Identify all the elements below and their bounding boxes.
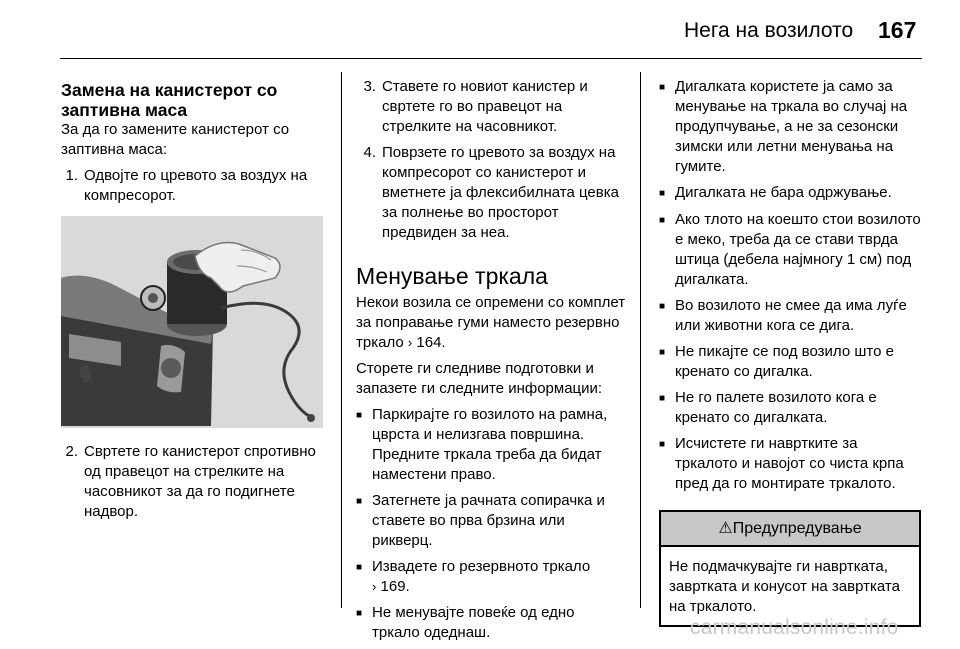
step-number: 1. [65, 167, 78, 184]
list-item-text: Не пикајте се под возило што е кренато со дигалка. [675, 343, 894, 380]
step-text: Поврзете го цревото за воздух на компресорот со канистерот и вметнете ја флексибилната цевка за полнење во просторот предвиден за неа. [382, 144, 619, 241]
step-item [356, 143, 626, 243]
step-text: Ставете го новиот канистер и свртете го во правецот на стрелките на часовникот. [382, 78, 588, 135]
list-item [659, 296, 924, 336]
page-reference-icon: › [407, 335, 413, 350]
bullet-icon: ■ [659, 215, 666, 226]
bullet-icon: ■ [356, 496, 363, 507]
step-item [356, 77, 626, 137]
list-item-text: Ако тлото на коешто стои возилото е меко, треба да се стави тврда штица (дебела најмногу 1 см) под дигалката. [675, 211, 921, 288]
compressor-canister-illustration [61, 216, 323, 428]
paragraph-text: Некои возила се опремени со комплет за поправање гуми наместо резервно тркало [356, 294, 626, 351]
list-item [356, 603, 626, 643]
warning-icon: ⚠ [718, 520, 733, 537]
column-1 [61, 77, 329, 528]
warning-text: Не подмачкувајте ги навртката, завртката и конусот на завртката на тркалото. [669, 558, 900, 615]
bullet-icon: ■ [356, 608, 363, 619]
page-reference-icon: › [372, 579, 377, 594]
list-item-text: Во возилото не смее да има луѓе или животни кога се дига. [675, 297, 907, 334]
list-item-text: Исчистете ги навртките за тркалото и навојот со чиста крпа пред да го монтирате тркалото. [675, 435, 904, 492]
list-item-text-wrap [372, 557, 626, 597]
watermark: carmanualsonline.info [690, 616, 899, 639]
header-rule [60, 58, 922, 59]
column-divider [640, 72, 641, 608]
bullet-icon: ■ [356, 562, 363, 573]
list-item [659, 183, 924, 204]
list-item-text: Не менувајте повеќе од едно тркало одеднаш. [372, 604, 575, 641]
page-reference[interactable]: 164. [412, 334, 446, 351]
paragraph [356, 293, 626, 353]
list-item-text: Не го палете возилото кога е кренато со дигалката. [675, 389, 877, 426]
column-3 [659, 77, 924, 627]
column-2 [356, 77, 626, 649]
list-item-text: Дигалката користете ја само за менување на тркала во случај на продупчување, а не за сезонски зимски или летни менувања на гумите. [675, 78, 908, 175]
step-number: 4. [363, 144, 376, 161]
list-item-text: Затегнете ја рачната сопирачка и ставете во прва брзина или рикверц. [372, 492, 605, 549]
list-item [659, 210, 924, 290]
list-item [659, 434, 924, 494]
warning-title: Предупредување [732, 520, 862, 537]
step-number: 2. [65, 443, 78, 460]
page-reference[interactable]: 169. [376, 578, 410, 595]
list-item [659, 77, 924, 177]
bullet-icon: ■ [356, 410, 363, 421]
list-item [356, 491, 626, 551]
bullet-icon: ■ [659, 82, 666, 93]
paragraph: Сторете ги следниве подготовки и запазете ги следните информации: [356, 360, 603, 397]
list-item-text: Паркирајте го возилото на рамна, цврста и нелизгава површина. Предните тркала треба да бидат наместени право. [372, 406, 608, 483]
bullet-icon: ■ [659, 301, 666, 312]
section-title: Замена на канистерот со заптивна маса [61, 80, 278, 120]
bullet-icon: ■ [659, 439, 666, 450]
step-item [61, 442, 329, 522]
list-item [659, 342, 924, 382]
warning-box [659, 510, 921, 627]
step-item [61, 166, 329, 206]
bullet-icon: ■ [659, 188, 666, 199]
intro-text: За да го замените канистерот со заптивна маса: [61, 121, 290, 158]
page-number: 167 [878, 17, 917, 43]
page-header-title: Нега на возилото [684, 19, 854, 42]
list-item [356, 405, 626, 485]
warning-header [661, 512, 919, 547]
bullet-icon: ■ [659, 347, 666, 358]
column-divider [341, 72, 342, 608]
step-text: Свртете го канистерот спротивно од правецот на стрелките на часовникот за да го подигнете надвор. [84, 443, 316, 520]
bullet-icon: ■ [659, 393, 666, 404]
list-item-text: Дигалката не бара одржување. [675, 184, 892, 201]
step-number: 3. [363, 78, 376, 95]
step-text: Одвојте го цревото за воздух на компресорот. [84, 167, 308, 204]
section-title: Менување тркала [356, 263, 548, 289]
list-item [356, 557, 626, 597]
list-item-text: Извадете го резервното тркало [372, 558, 591, 575]
list-item [659, 388, 924, 428]
